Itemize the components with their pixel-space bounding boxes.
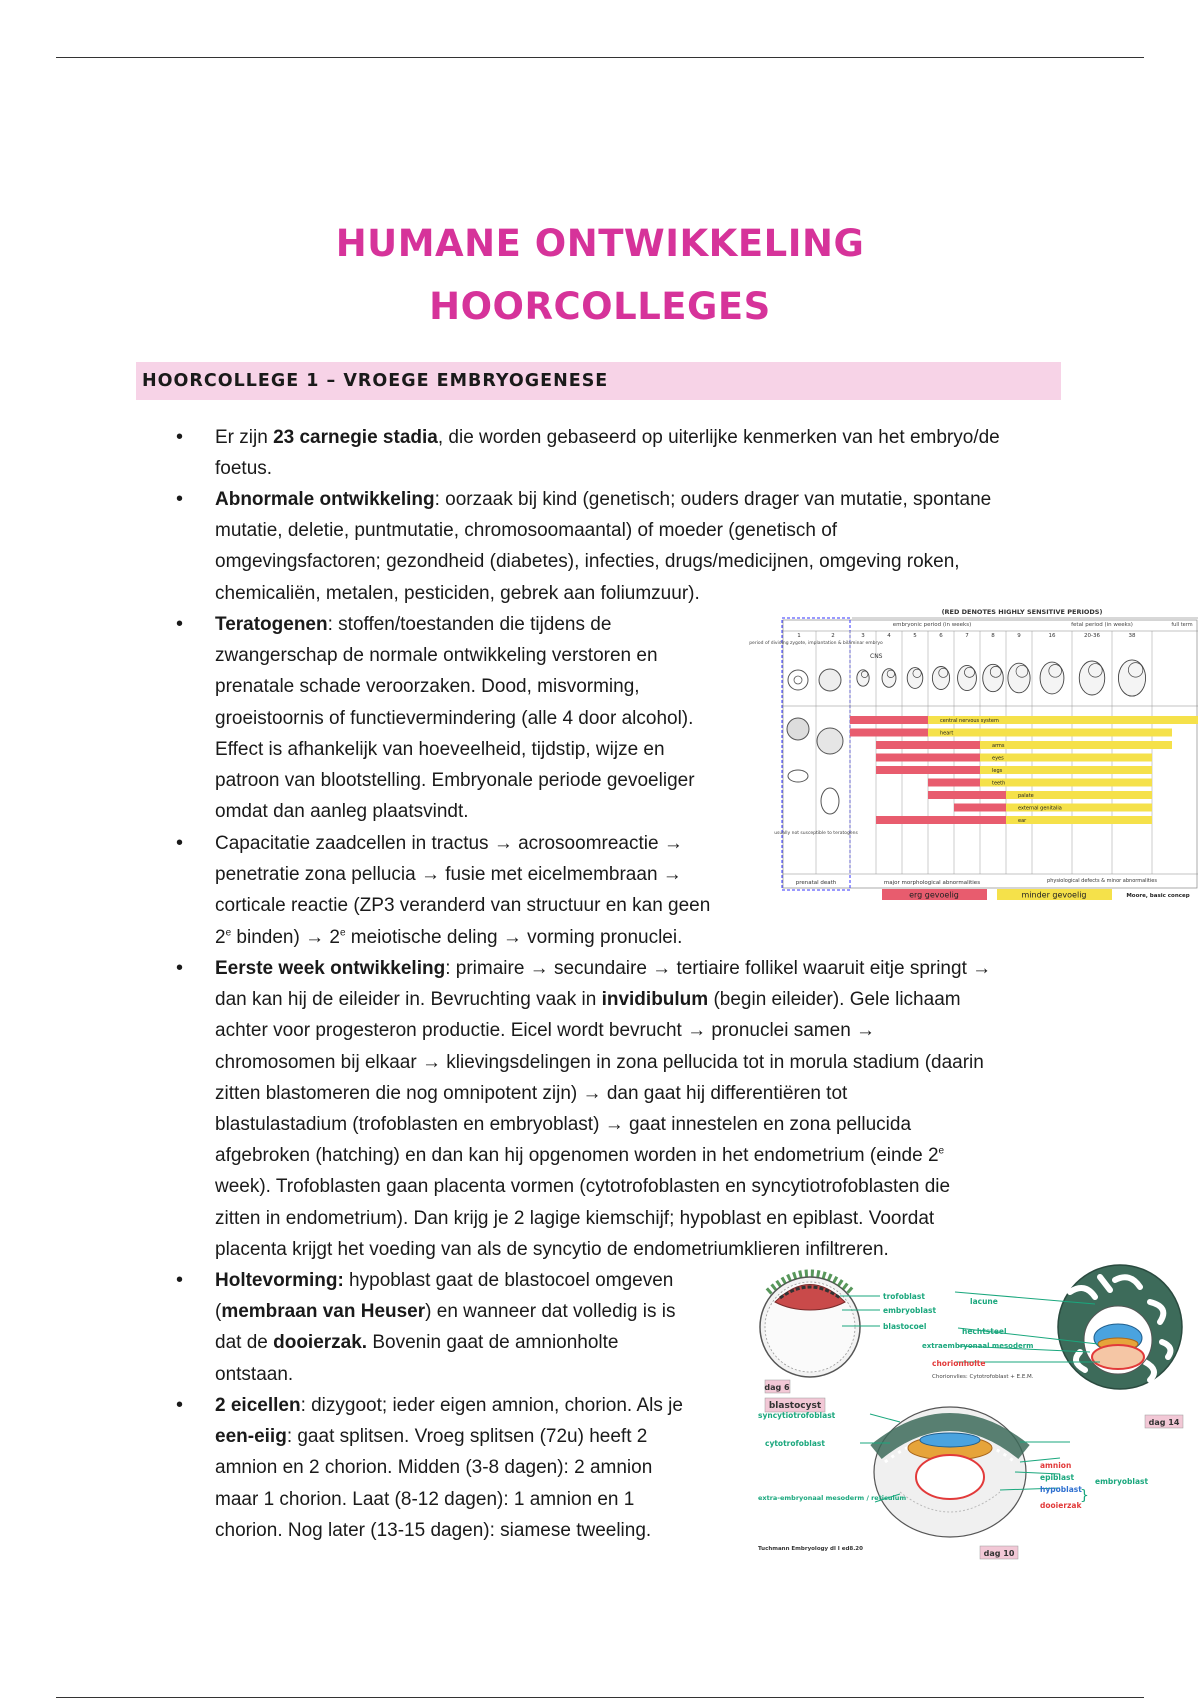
week-label: 6	[939, 633, 943, 639]
week-label: 38	[1128, 633, 1136, 639]
sensitivity-bar-high	[954, 804, 1006, 812]
tag-dag-6: dag 6	[764, 1383, 790, 1392]
embryo-day14-drawing	[1058, 1265, 1182, 1389]
week-label: 2	[831, 633, 835, 639]
implanting-embryo-drawing	[817, 728, 843, 754]
sensitivity-bar-low	[980, 741, 1172, 749]
sensitivity-bar-high	[850, 729, 928, 737]
bullet-marker: •	[176, 613, 184, 635]
label-hechtsteel: hechtsteel	[962, 1327, 1007, 1336]
sensitivity-bar-low	[980, 779, 1152, 787]
sensitivity-bar-label: arms	[992, 743, 1005, 750]
week-label: 8	[991, 633, 995, 639]
week-label: 4	[887, 633, 891, 639]
sensitivity-bar-low	[928, 729, 1172, 737]
sensitivity-bar-high	[876, 766, 980, 774]
week-label: 9	[1017, 633, 1021, 639]
bullet-marker: •	[176, 957, 184, 979]
teratogen-chart-svg	[749, 606, 1198, 902]
sensitivity-bar-high	[928, 791, 1006, 799]
page-title-line-1: HUMANE ONTWIKKELING	[335, 222, 865, 265]
label-dooierzak: dooierzak	[1040, 1501, 1082, 1510]
embryo-development-svg	[750, 1262, 1200, 1562]
week-label: 16	[1048, 633, 1056, 639]
page-title-line-2: HOORCOLLEGES	[429, 285, 771, 328]
blastocyst-day6-drawing	[760, 1273, 860, 1377]
bullet-marker: •	[176, 488, 184, 510]
label-hypoblast: hypoblast	[1040, 1485, 1082, 1494]
sensitivity-bar-label: eyes	[992, 755, 1004, 762]
morula-drawing	[819, 669, 841, 691]
week-label: 7	[965, 633, 969, 639]
legend-credit: Moore, basic concep	[1126, 893, 1190, 899]
bullet-text-holtevorming: Holtevorming: hypoblast gaat de blastocoel omgeven (membraan van Heuser) en wanneer dat volledig is is dat de dooierzak. Bovenin gaat de amnionholte ontstaan.	[215, 1270, 676, 1385]
figure1-full-term: full term	[1171, 622, 1193, 628]
bottom-rule	[56, 1697, 1144, 1698]
bullet-text-eerste-week: Eerste week ontwikkeling: primaire → secundaire → tertiaire follikel waaruit eitje springt → dan kan hij de eileider in. Bevruchting vaak in invidibulum (begin eileider). Gele lichaam achter voor progesteron productie. Eicel wordt bevrucht → pronuclei samen → chromosomen bij elkaar → klievingsdelingen in zona pellucida tot in morula stadium (daarin zitten blastomeren die nog omnipotent zijn) → dan gaat hij differentiëren tot blastulastadium (trofoblasten en embryoblast) → gaat innestelen en zona pellucida afgebroken (hatching) en dan kan hij opgenomen worden in het endometrium (einde 2e week). Trofoblasten gaan placenta vormen (cytotrofoblasten en syncytiotrofoblasten die zitten in endometrium). Dan krijg je 2 lagige kiemschijf; hypoblast en epiblast. Voordat placenta krijgt het voeding van als de syncytio de endometriumklieren infiltreren.	[215, 958, 992, 1260]
week-label: 1	[797, 633, 801, 639]
sensitivity-bar-low	[1006, 816, 1152, 824]
label-epiblast: epiblast	[1040, 1473, 1075, 1482]
sensitivity-bar-label: external genitalia	[1018, 805, 1062, 812]
sensitivity-bar-label: palate	[1018, 793, 1034, 800]
figure2-credit: Tuchmann Embryology dl I ed8.20	[758, 1546, 863, 1552]
label-cytotrofoblast: cytotrofoblast	[765, 1439, 825, 1448]
sensitivity-bar-label: teeth	[992, 780, 1006, 787]
label-amnion: amnion	[1040, 1461, 1072, 1470]
figure1-left-note-top: period of dividing zygote, implantation & bilaminar embryo	[749, 641, 883, 646]
label-blastocoel: blastocoel	[883, 1322, 927, 1331]
figure1-fetal-period: fetal period (in weeks)	[1071, 622, 1133, 628]
sensitivity-bar-high	[876, 741, 980, 749]
week-label: 3	[861, 633, 865, 639]
sensitivity-bar-low	[980, 754, 1152, 762]
tag-dag-14: dag 14	[1148, 1418, 1180, 1427]
label-trofoblast: trofoblast	[883, 1292, 925, 1301]
blastocyst-drawing	[787, 718, 809, 740]
sensitivity-bar-label: central nervous system	[940, 718, 999, 725]
sensitivity-bar-label: heart	[940, 730, 954, 737]
figure1-prenatal-death: prenatal death	[795, 880, 837, 886]
bullet-marker: •	[176, 1269, 184, 1291]
teratogen-sensitivity-figure	[749, 606, 1198, 902]
bullet-marker: •	[176, 832, 184, 854]
figure1-embryonic-period: embryonic period (in weeks)	[892, 622, 972, 628]
figure1-physiological-defects: physiological defects & minor abnormalities	[1047, 878, 1157, 884]
svg-text:}: }	[1080, 1488, 1089, 1504]
sensitivity-bar-label: ear	[1018, 818, 1027, 825]
bullet-text-twee-eicellen: 2 eicellen: dizygoot; ieder eigen amnion, chorion. Als je een-eiig: gaat splitsen. Vroeg splitsen (72u) heeft 2 amnion en 2 chorion. Midden (3-8 dagen): 2 amnion maar 1 chorion. Laat (8-12 dagen): 1 amnion en 1 chorion. Nog later (13-15 dagen): siamese tweeling.	[215, 1395, 683, 1541]
tag-blastocyst: blastocyst	[768, 1401, 822, 1411]
section-heading: HOORCOLLEGE 1 – VROEGE EMBRYOGENESE	[136, 362, 1061, 400]
legend-label-yellow: minder gevoelig	[1021, 890, 1087, 900]
week-label: 20-36	[1084, 633, 1100, 639]
figure1-major-abnormalities: major morphological abnormalities	[883, 880, 981, 886]
sensitivity-bar-high	[876, 816, 1006, 824]
tag-dag-10: dag 10	[983, 1549, 1015, 1558]
figure1-header: (RED DENOTES HIGHLY SENSITIVE PERIODS)	[941, 608, 1103, 616]
sensitivity-bar-label: legs	[992, 768, 1003, 775]
label-embryoblast-right: embryoblast	[1095, 1477, 1149, 1486]
bullet-text-carnegie: Er zijn 23 carnegie stadia, die worden gebaseerd op uiterlijke kenmerken van het embryo/de foetus.	[215, 427, 1000, 480]
embryo-day10-drawing	[874, 1407, 1026, 1537]
top-rule	[56, 57, 1144, 58]
bullet-marker: •	[176, 1394, 184, 1416]
sensitivity-bar-low	[980, 766, 1152, 774]
figure1-cns-label: CNS	[870, 653, 883, 660]
label-lacune: lacune	[970, 1297, 998, 1306]
label-extraembryonaal-mesoderm: extraembryonaal mesoderm	[922, 1342, 1034, 1350]
label-chorionholte: chorionholte	[932, 1359, 986, 1368]
sensitivity-bar-high	[876, 754, 980, 762]
embryo-development-figure	[750, 1262, 1200, 1562]
bullet-marker: •	[176, 426, 184, 448]
bullet-text-teratogenen: Teratogenen: stoffen/toestanden die tijdens de zwangerschap de normale ontwikkeling verstoren en prenatale schade veroorzaken. Dood, misvorming, groeistoornis of functievermindering (alle 4 door alcohol). Effect is afhankelijk van hoeveelheid, tijdstip, wijze en patroon van blootstelling. Embryonale periode gevoeliger omdat dan aanleg plaatsvindt.	[215, 614, 695, 823]
week-label: 5	[913, 633, 917, 639]
sensitivity-bar-high	[928, 779, 980, 787]
label-chorionvlies: Chorionvlies: Cytotrofoblast + E.E.M.	[932, 1374, 1034, 1380]
label-syncytiotrofoblast: syncytiotrofoblast	[758, 1411, 836, 1420]
figure1-left-note-bottom: usually not susceptible to teratogens	[774, 831, 858, 836]
label-embryoblast: embryoblast	[883, 1306, 937, 1315]
bullet-text-abnormale-ontwikkeling: Abnormale ontwikkeling: oorzaak bij kind (genetisch; ouders drager van mutatie, spontane mutatie, deletie, puntmutatie, chromosoomaantal) of moeder (genetisch of omgevingsfactoren; gezondheid (diabetes), infecties, drugs/medicijnen, omgeving roken, chemicaliën, metalen, pesticiden, gebrek aan foliumzuur).	[215, 489, 992, 604]
sensitivity-bar-high	[850, 716, 928, 724]
bullet-text-capacitatie: Capacitatie zaadcellen in tractus → acrosoomreactie → penetratie zona pellucia → fusie met eicelmembraan → corticale reactie (ZP3 veranderd van structuur en kan geen 2e binden) → $2^e$ meiotische deling → vorming pronuclei.	[215, 833, 711, 948]
label-extra-embryonaal-mesoderm-reticulum: extra-embryonaal mesoderm / reticulum	[758, 1494, 907, 1502]
legend-label-red: erg gevoelig	[909, 890, 959, 900]
